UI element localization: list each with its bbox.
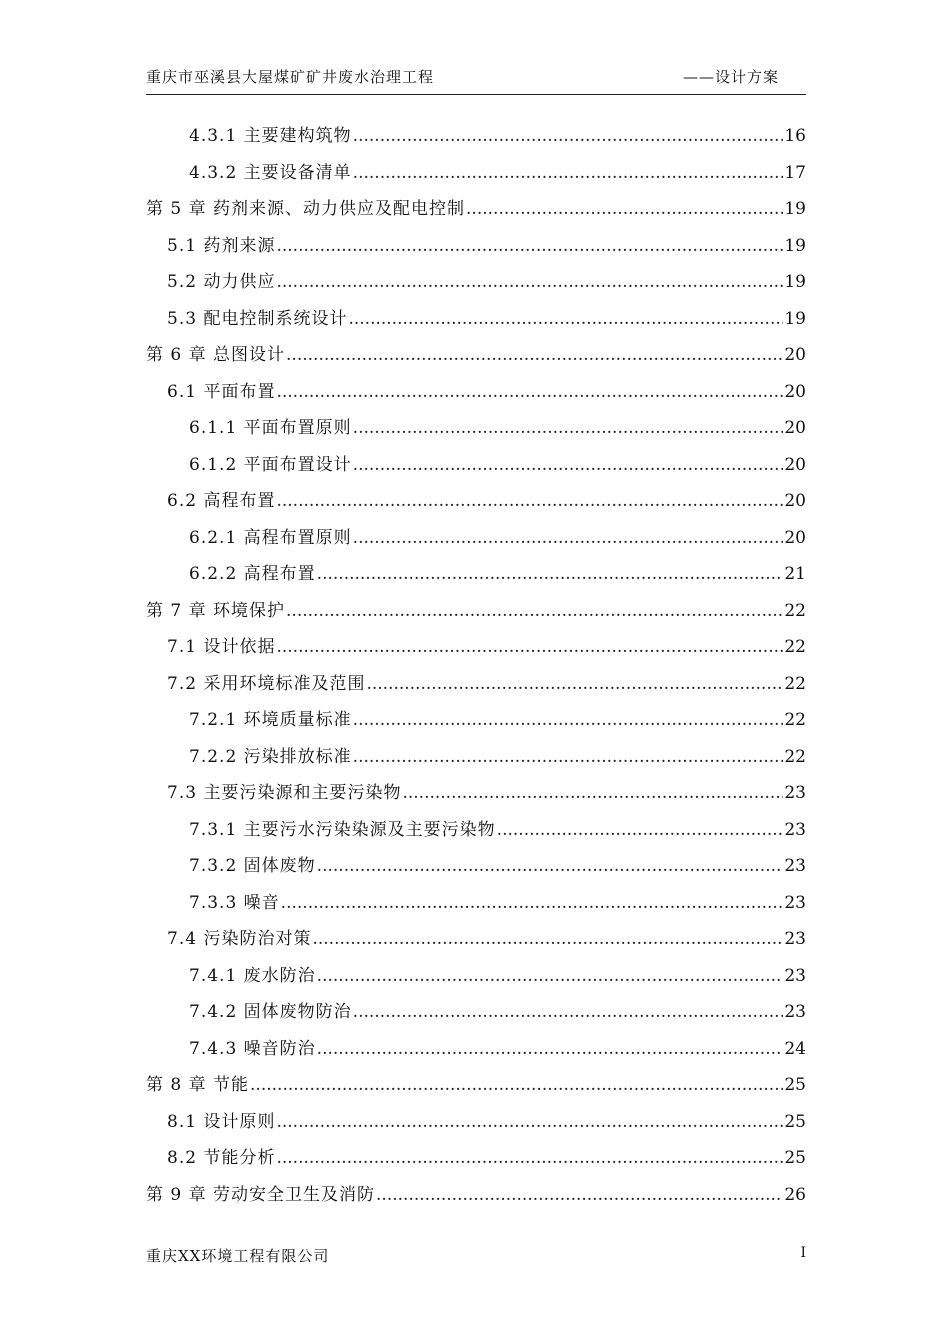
page-header: [146, 66, 806, 92]
toc-dot-leader: [276, 382, 783, 402]
toc-entry-label: 第 6 章 总图设计: [146, 345, 286, 365]
toc-dot-leader: [317, 1039, 784, 1059]
toc-entry[interactable]: [146, 413, 806, 450]
toc-dot-leader: [348, 309, 783, 329]
toc-dot-leader: [276, 272, 783, 292]
toc-entry[interactable]: [146, 815, 806, 852]
toc-entry-label: 7.3.3 噪音: [189, 892, 280, 913]
toc-entry[interactable]: [146, 340, 806, 377]
toc-entry-page: 23: [784, 965, 806, 986]
table-of-contents: [146, 121, 806, 1216]
toc-entry[interactable]: [146, 924, 806, 961]
toc-entry[interactable]: [146, 778, 806, 815]
toc-entry-label: 6.2.1 高程布置原则: [189, 527, 352, 548]
toc-entry[interactable]: [146, 669, 806, 706]
toc-dot-leader: [353, 455, 784, 475]
toc-dot-leader: [353, 710, 784, 730]
toc-entry-page: 17: [784, 162, 806, 183]
toc-entry-label: 7.4.2 固体废物防治: [189, 1002, 352, 1022]
toc-entry-label: 6.2.2 高程布置: [189, 564, 316, 584]
toc-entry[interactable]: [146, 1107, 806, 1144]
toc-entry-label: 8.2 节能分析: [167, 1148, 276, 1168]
toc-entry-label: 7.4.1 废水防治: [189, 965, 316, 986]
toc-entry-label: 7.2.1 环境质量标准: [189, 710, 352, 730]
toc-entry-page: 23: [784, 929, 806, 949]
toc-entry-label: 6.1.1 平面布置原则: [189, 418, 352, 438]
toc-entry-label: 4.3.1 主要建构筑物: [189, 126, 352, 146]
toc-dot-leader: [353, 1002, 784, 1022]
header-doc-type: ——设计方案: [683, 68, 780, 86]
toc-entry[interactable]: [146, 1180, 806, 1217]
toc-dot-leader: [353, 418, 784, 438]
toc-entry[interactable]: [146, 267, 806, 304]
toc-entry-page: 25: [784, 1148, 806, 1168]
toc-entry-page: 20: [784, 491, 806, 511]
toc-entry[interactable]: [146, 450, 806, 487]
toc-dot-leader: [402, 783, 783, 803]
toc-entry-page: 19: [784, 272, 806, 292]
toc-dot-leader: [466, 199, 783, 219]
toc-entry-page: 21: [784, 564, 806, 584]
toc-entry[interactable]: [146, 194, 806, 231]
toc-entry[interactable]: [146, 559, 806, 596]
toc-entry-label: 6.1 平面布置: [167, 381, 276, 402]
toc-entry[interactable]: [146, 596, 806, 633]
toc-entry-page: 22: [784, 600, 806, 621]
toc-entry-page: 19: [784, 199, 806, 219]
toc-entry[interactable]: [146, 158, 806, 195]
toc-entry-label: 6.2 高程布置: [167, 491, 276, 511]
toc-entry[interactable]: [146, 1143, 806, 1180]
toc-entry[interactable]: [146, 632, 806, 669]
toc-entry-page: 20: [784, 418, 806, 438]
toc-dot-leader: [317, 856, 784, 876]
toc-dot-leader: [286, 345, 783, 365]
toc-entry-label: 第 5 章 药剂来源、动力供应及配电控制: [146, 199, 466, 219]
toc-entry[interactable]: [146, 1034, 806, 1071]
toc-entry-label: 第 8 章 节能: [146, 1075, 250, 1095]
toc-entry-page: 23: [784, 892, 806, 913]
toc-entry-page: 25: [784, 1075, 806, 1095]
toc-entry-label: 第 7 章 环境保护: [146, 600, 286, 621]
toc-entry-label: 7.3 主要污染源和主要污染物: [167, 783, 402, 803]
toc-entry-label: 8.1 设计原则: [167, 1111, 276, 1132]
toc-dot-leader: [250, 1075, 783, 1095]
page-footer: [146, 1245, 806, 1269]
toc-entry[interactable]: [146, 851, 806, 888]
toc-dot-leader: [276, 1112, 783, 1132]
toc-entry[interactable]: [146, 377, 806, 414]
toc-dot-leader: [353, 747, 784, 767]
toc-entry-label: 4.3.2 主要设备清单: [189, 162, 352, 183]
toc-entry-page: 20: [784, 381, 806, 402]
toc-dot-leader: [317, 966, 784, 986]
toc-entry-page: 22: [784, 710, 806, 730]
toc-entry[interactable]: [146, 121, 806, 158]
toc-entry-page: 23: [784, 1002, 806, 1022]
toc-entry[interactable]: [146, 961, 806, 998]
toc-entry[interactable]: [146, 304, 806, 341]
footer-company-name: 重庆XX环境工程有限公司: [146, 1247, 330, 1265]
toc-entry-page: 20: [784, 454, 806, 475]
toc-entry[interactable]: [146, 486, 806, 523]
toc-dot-leader: [276, 491, 783, 511]
toc-entry-page: 16: [784, 126, 806, 146]
toc-dot-leader: [276, 236, 783, 256]
toc-dot-leader: [366, 674, 783, 694]
toc-entry-page: 23: [784, 819, 806, 840]
toc-entry[interactable]: [146, 888, 806, 925]
toc-entry[interactable]: [146, 523, 806, 560]
toc-entry[interactable]: [146, 997, 806, 1034]
toc-entry[interactable]: [146, 1070, 806, 1107]
header-divider: [146, 94, 806, 95]
footer-page-number: I: [800, 1245, 806, 1261]
toc-entry-label: 7.3.1 主要污水污染染源及主要污染物: [189, 819, 496, 840]
toc-entry-label: 7.1 设计依据: [167, 637, 276, 657]
toc-entry-page: 22: [784, 746, 806, 767]
toc-entry-page: 24: [784, 1038, 806, 1059]
toc-entry-label: 5.1 药剂来源: [167, 235, 276, 256]
toc-entry-page: 23: [784, 783, 806, 803]
toc-dot-leader: [353, 163, 784, 183]
toc-entry-label: 第 9 章 劳动安全卫生及消防: [146, 1184, 376, 1205]
toc-dot-leader: [376, 1185, 783, 1205]
toc-entry-page: 19: [784, 308, 806, 329]
toc-entry[interactable]: [146, 705, 806, 742]
toc-dot-leader: [312, 929, 783, 949]
toc-entry-label: 6.1.2 平面布置设计: [189, 454, 352, 475]
toc-dot-leader: [317, 564, 784, 584]
toc-dot-leader: [353, 528, 784, 548]
toc-entry-label: 5.2 动力供应: [167, 272, 276, 292]
toc-entry-label: 7.4 污染防治对策: [167, 929, 312, 949]
toc-entry-page: 23: [784, 856, 806, 876]
header-project-title: 重庆市巫溪县大屋煤矿矿井废水治理工程: [146, 68, 435, 86]
toc-entry-page: 26: [784, 1184, 806, 1205]
toc-entry-page: 25: [784, 1111, 806, 1132]
toc-entry-label: 7.2.2 污染排放标准: [189, 746, 352, 767]
toc-entry-label: 7.3.2 固体废物: [189, 856, 316, 876]
toc-dot-leader: [286, 601, 783, 621]
toc-entry-label: 5.3 配电控制系统设计: [167, 308, 348, 329]
toc-entry-label: 7.2 采用环境标准及范围: [167, 673, 366, 694]
toc-dot-leader: [276, 1148, 783, 1168]
toc-entry[interactable]: [146, 742, 806, 779]
toc-dot-leader: [276, 637, 783, 657]
toc-entry-label: 7.4.3 噪音防治: [189, 1038, 316, 1059]
toc-entry[interactable]: [146, 231, 806, 268]
toc-entry-page: 22: [784, 637, 806, 657]
toc-dot-leader: [497, 820, 784, 840]
toc-entry-page: 19: [784, 235, 806, 256]
toc-entry-page: 22: [784, 673, 806, 694]
toc-entry-page: 20: [784, 345, 806, 365]
toc-dot-leader: [353, 126, 784, 146]
toc-entry-page: 20: [784, 527, 806, 548]
toc-dot-leader: [281, 893, 784, 913]
